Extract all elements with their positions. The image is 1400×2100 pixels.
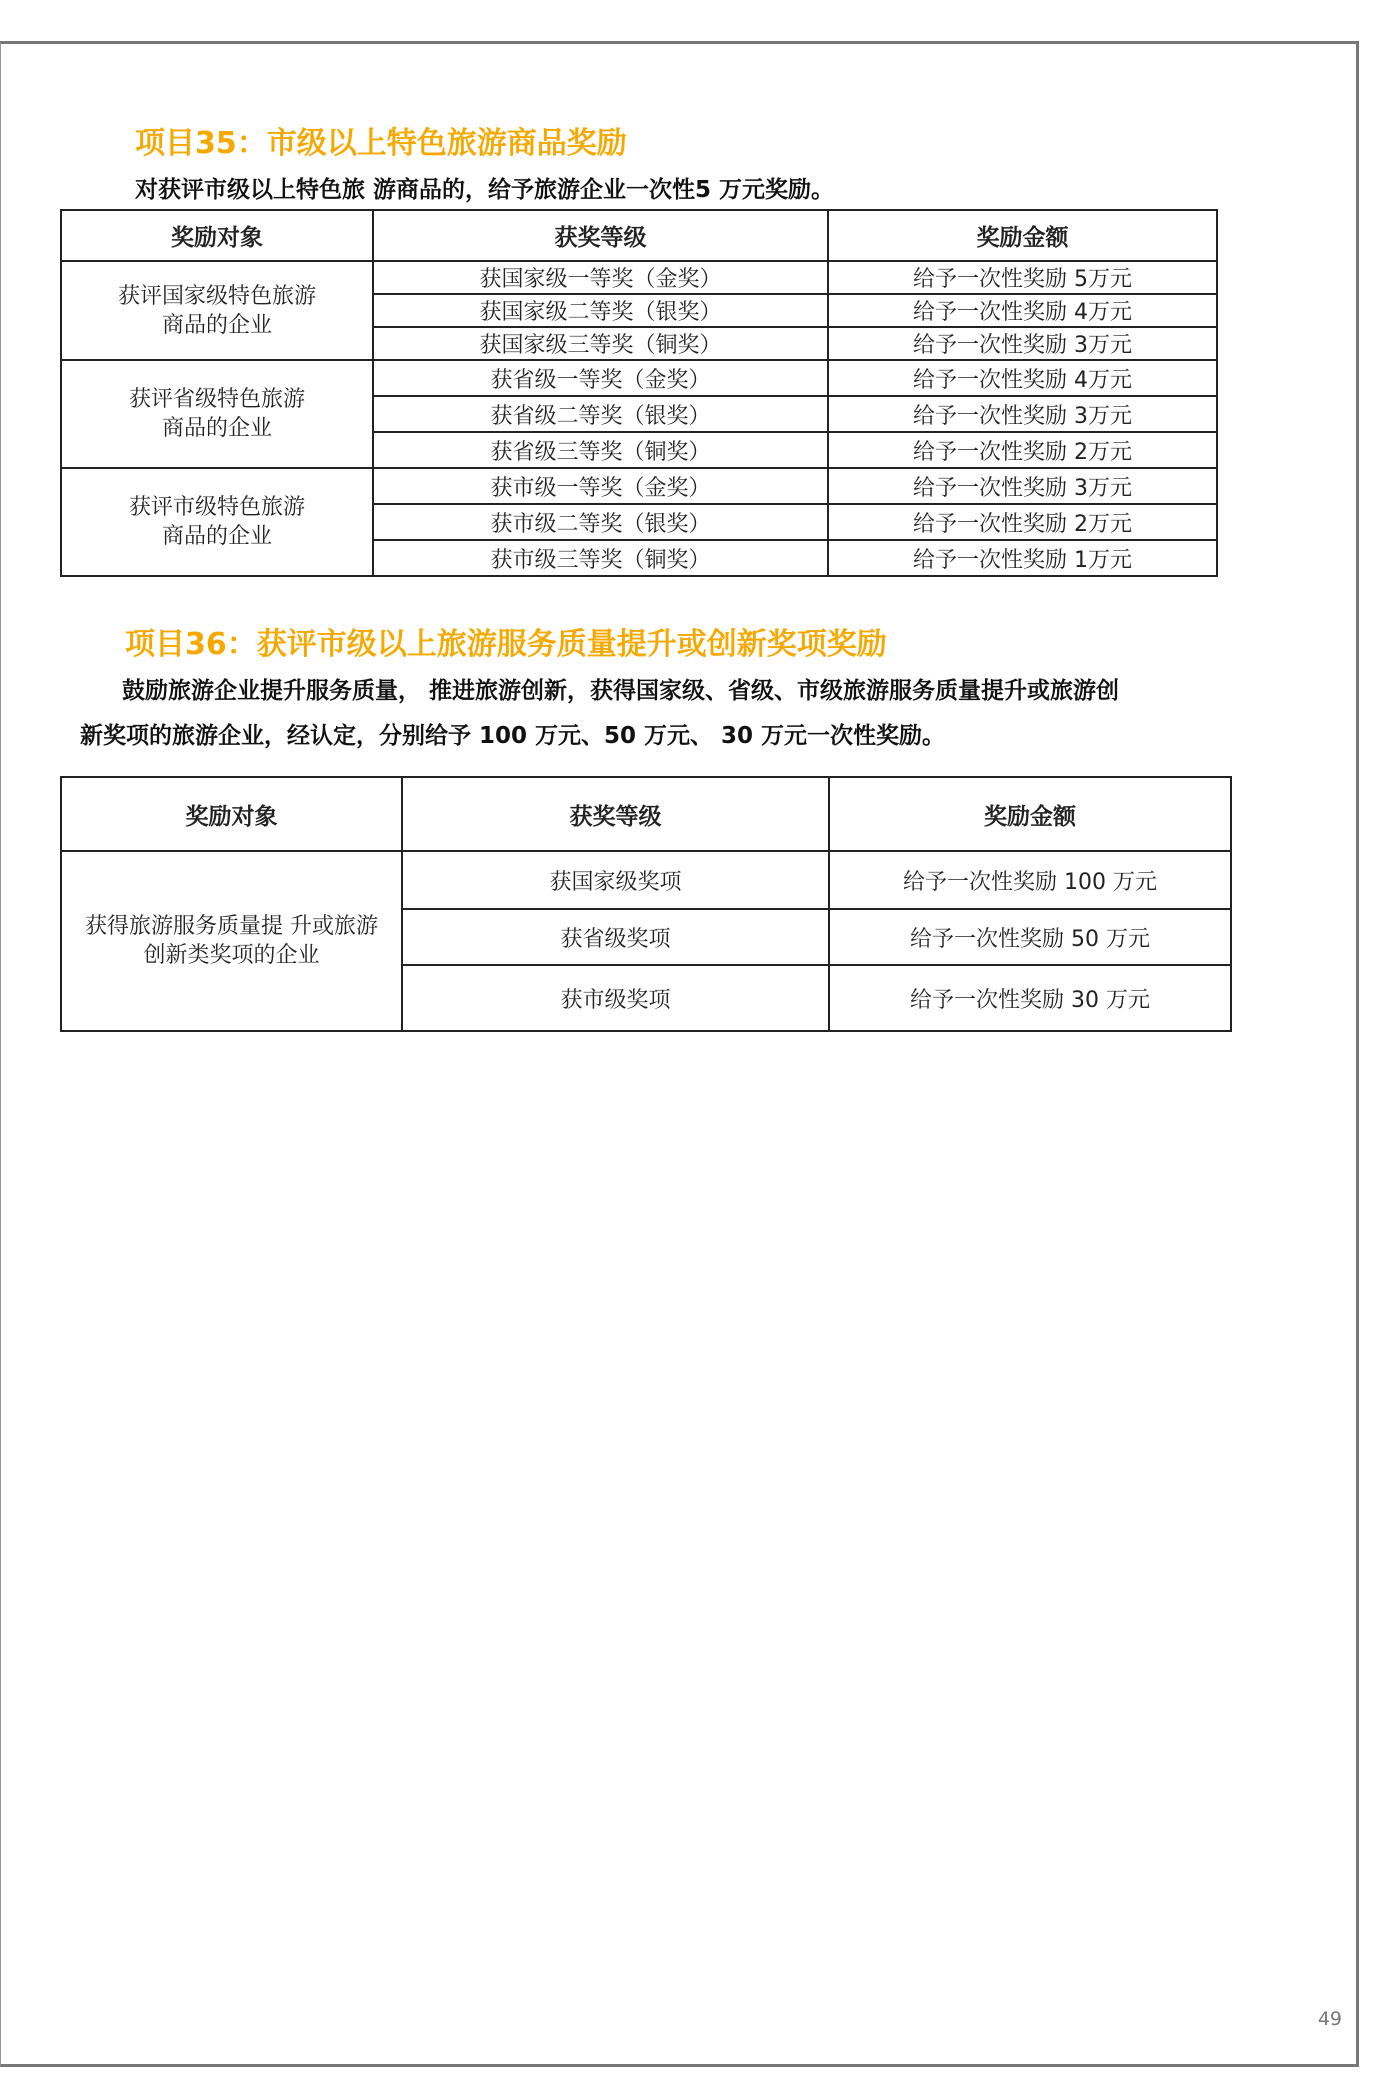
level-cell: 获市级一等奖（金奖） [373, 468, 828, 504]
target-cell [61, 851, 402, 1031]
header-amount: 奖励金额 [829, 777, 1231, 851]
level-cell: 获市级三等奖（铜奖） [373, 540, 828, 576]
level-cell: 获国家级二等奖（银奖） [373, 294, 828, 327]
header-level: 获奖等级 [402, 777, 829, 851]
amount-cell: 给予一次性奖励 50 万元 [829, 909, 1231, 965]
amount-cell: 给予一次性奖励 30 万元 [829, 965, 1231, 1031]
target-line: 获评省级特色旅游 [128, 387, 305, 412]
target-line: 获得旅游服务质量提 升或旅游 [85, 914, 378, 939]
target-cell [61, 261, 373, 360]
header-target: 奖励对象 [61, 210, 373, 261]
target-line: 商品的企业 [161, 312, 272, 338]
level-cell: 获国家级三等奖（铜奖） [373, 327, 828, 360]
section35-table [60, 209, 1218, 577]
amount-cell: 给予一次性奖励 2万元 [828, 504, 1217, 540]
table-row [61, 261, 1217, 294]
level-cell: 获省级三等奖（铜奖） [373, 432, 828, 468]
header-target: 奖励对象 [61, 777, 402, 851]
section36-table [60, 776, 1232, 1032]
level-cell: 获国家级奖项 [402, 851, 829, 909]
target-cell [61, 468, 373, 576]
amount-cell: 给予一次性奖励 4万元 [828, 294, 1217, 327]
amount-cell: 给予一次性奖励 2万元 [828, 432, 1217, 468]
amount-cell: 给予一次性奖励 1万元 [828, 540, 1217, 576]
target-line: 商品的企业 [161, 524, 272, 549]
target-cell [61, 360, 373, 468]
table-row [61, 360, 1217, 396]
table-row [61, 468, 1217, 504]
level-cell: 获市级奖项 [402, 965, 829, 1031]
amount-cell: 给予一次性奖励 3万元 [828, 468, 1217, 504]
table-row [61, 851, 1231, 909]
target-line: 商品的企业 [161, 416, 272, 441]
section35-title: 项目35：市级以上特色旅游商品奖励 [135, 126, 627, 161]
level-cell: 获省级奖项 [402, 909, 829, 965]
amount-cell: 给予一次性奖励 3万元 [828, 327, 1217, 360]
level-cell: 获市级二等奖（银奖） [373, 504, 828, 540]
target-line: 创新类奖项的企业 [143, 943, 320, 968]
table-header-row [61, 777, 1231, 851]
section35-description: 对获评市级以上特色旅 游商品的，给予旅游企业一次性5 万元奖励。 [135, 177, 835, 203]
amount-cell: 给予一次性奖励 100 万元 [829, 851, 1231, 909]
section36-description-line1: 鼓励旅游企业提升服务质量， 推进旅游创新，获得国家级、省级、市级旅游服务质量提升或旅游创 [122, 678, 1120, 704]
amount-cell: 给予一次性奖励 5万元 [828, 261, 1217, 294]
level-cell: 获国家级一等奖（金奖） [373, 261, 828, 294]
target-line: 获评市级特色旅游 [128, 495, 305, 520]
section36-description-line2: 新奖项的旅游企业，经认定，分别给予 100 万元、50 万元、 30 万元一次性奖励。 [80, 723, 946, 749]
page-number: 49 [1317, 2008, 1342, 2030]
amount-cell: 给予一次性奖励 3万元 [828, 396, 1217, 432]
header-amount: 奖励金额 [828, 210, 1217, 261]
header-level: 获奖等级 [373, 210, 828, 261]
section36-title: 项目36：获评市级以上旅游服务质量提升或创新奖项奖励 [125, 627, 887, 662]
level-cell: 获省级一等奖（金奖） [373, 360, 828, 396]
table-header-row [61, 210, 1217, 261]
level-cell: 获省级二等奖（银奖） [373, 396, 828, 432]
amount-cell: 给予一次性奖励 4万元 [828, 360, 1217, 396]
target-line: 获评国家级特色旅游 [117, 283, 316, 309]
